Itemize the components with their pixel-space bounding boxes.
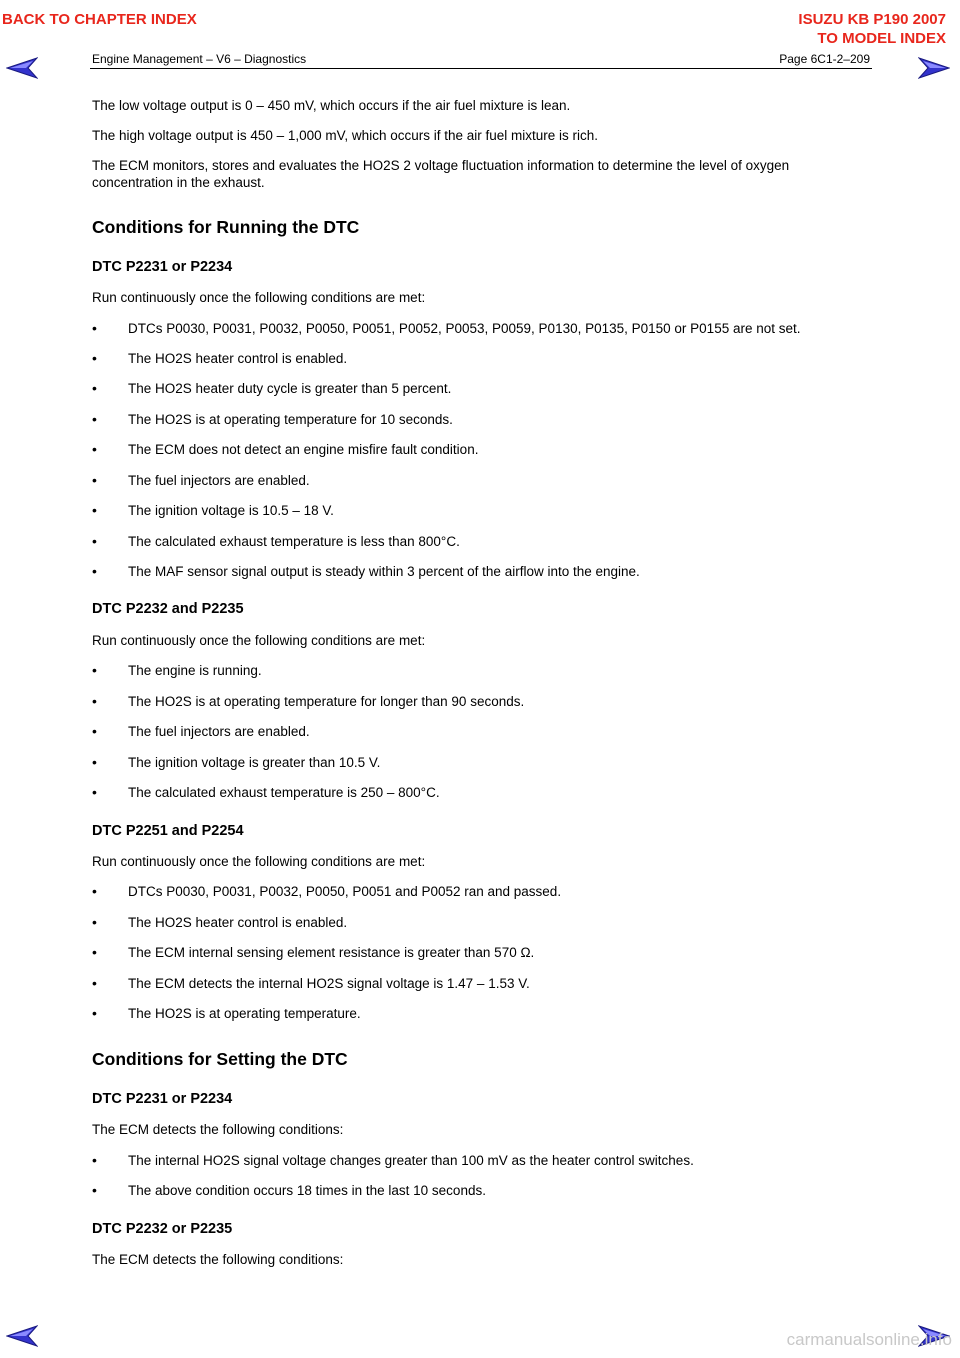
bullet-icon: • — [92, 693, 97, 709]
subheading-p2231-running: DTC P2231 or P2234 — [92, 259, 233, 275]
subheading-p2231-setting: DTC P2231 or P2234 — [92, 1091, 233, 1107]
subheading-p2232-setting: DTC P2232 or P2235 — [92, 1221, 233, 1237]
back-to-chapter-index-link[interactable]: BACK TO CHAPTER INDEX — [2, 11, 197, 28]
intro-paragraph-1: The low voltage output is 0 – 450 mV, which occurs if the air fuel mixture is lean. — [92, 98, 571, 113]
bullet-icon: • — [92, 1152, 97, 1168]
bullet-icon: • — [92, 350, 97, 366]
bullet-icon: • — [92, 563, 97, 579]
previous-page-arrow-icon[interactable] — [6, 1325, 38, 1347]
lead-text: Run continuously once the following conditions are met: — [92, 854, 426, 869]
model-title-link[interactable]: ISUZU KB P190 2007 — [798, 11, 946, 28]
bullet-icon: • — [92, 441, 97, 457]
lead-text: The ECM detects the following conditions: — [92, 1122, 344, 1137]
bullet-icon: • — [92, 411, 97, 427]
bullet-icon: • — [92, 662, 97, 678]
bullet-icon: • — [92, 472, 97, 488]
bullet-icon: • — [92, 754, 97, 770]
bullet-icon: • — [92, 723, 97, 739]
bullet-icon: • — [92, 944, 97, 960]
bullet-icon: • — [92, 784, 97, 800]
section-title-setting: Conditions for Setting the DTC — [92, 1049, 348, 1069]
lead-text: Run continuously once the following conditions are met: — [92, 633, 426, 648]
subheading-p2232-running: DTC P2232 and P2235 — [92, 601, 244, 617]
section-title-running: Conditions for Running the DTC — [92, 217, 360, 237]
intro-paragraph-2: The high voltage output is 450 – 1,000 mV, which occurs if the air fuel mixture is rich. — [92, 128, 599, 143]
next-page-arrow-icon[interactable] — [918, 57, 950, 79]
intro-paragraph-3: The ECM monitors, stores and evaluates the HO2S 2 voltage fluctuation information to determine the level of oxygen concentration in the exhaust. — [92, 158, 790, 190]
lead-text: Run continuously once the following conditions are met: — [92, 290, 426, 305]
document-title: Engine Management – V6 – Diagnostics — [92, 52, 307, 66]
bullet-icon: • — [92, 1005, 97, 1021]
to-model-index-link[interactable]: TO MODEL INDEX — [817, 30, 946, 47]
bullet-icon: • — [92, 320, 97, 336]
bullet-icon: • — [92, 883, 97, 899]
bullet-icon: • — [92, 975, 97, 991]
bullet-icon: • — [92, 380, 97, 396]
page-number: Page 6C1-2–209 — [779, 52, 870, 66]
previous-page-arrow-icon[interactable] — [6, 57, 38, 79]
bullet-icon: • — [92, 533, 97, 549]
bullet-icon: • — [92, 1182, 97, 1198]
lead-text: The ECM detects the following conditions: — [92, 1252, 344, 1267]
watermark: carmanualsonline.info — [786, 1330, 952, 1349]
bullet-icon: • — [92, 502, 97, 518]
header-divider — [90, 68, 872, 69]
bullet-icon: • — [92, 914, 97, 930]
subheading-p2251-running: DTC P2251 and P2254 — [92, 823, 244, 839]
